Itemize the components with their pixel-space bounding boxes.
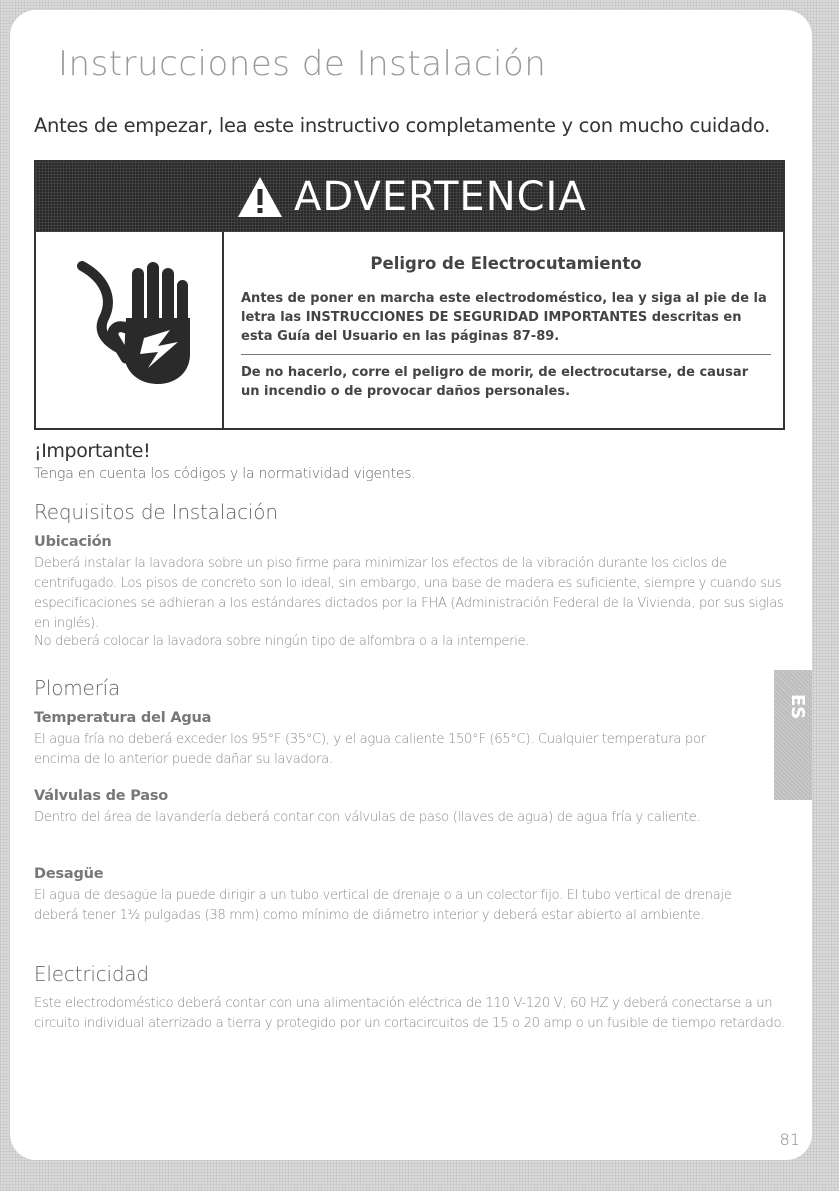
page-title: Instrucciones de Instalación — [58, 44, 547, 84]
manual-page — [10, 10, 812, 1160]
water-temperature-text: El agua fría no deberá exceder los 95°F (35°C), y el agua caliente 150°F (65°C). Cualquier temperatura por encima de lo anterior puede dañar su lavadora. — [34, 732, 706, 767]
important-text: Tenga en cuenta los códigos y la normatividad vigentes. — [34, 466, 416, 482]
electricity-text: Este electrodoméstico deberá contar con una alimentación eléctrica de 110 V-120 V, 60 HZ y deberá conectarse a un circuito individual aterrizado a tierra y protegido por un cortacircuitos de 15 o 20 amp o un fusible de tiempo retardado. — [34, 996, 785, 1031]
section-electricity: Electricidad — [34, 962, 149, 986]
section-installation-requirements: Requisitos de Instalación — [34, 500, 278, 524]
warning-paragraph: Antes de poner en marcha este electrodoméstico, lea y siga al pie de la letra las INSTRUCCIONES DE SEGURIDAD IMPORTANTES descritas en esta Guía del Usuario en las páginas 87-89. — [241, 291, 767, 344]
subsection-water-temperature: Temperatura del Agua — [34, 710, 212, 726]
subsection-shutoff-valves: Válvulas de Paso — [34, 788, 169, 804]
subsection-drain: Desagüe — [34, 866, 104, 882]
warning-banner — [36, 162, 783, 232]
section-plumbing: Plomería — [34, 676, 121, 700]
warning-separator — [241, 354, 771, 355]
intro-text: Antes de empezar, lea este instructivo completamente y con mucho cuidado. — [34, 114, 771, 137]
side-tab-label: ES — [787, 694, 808, 720]
warning-title: ADVERTENCIA — [294, 174, 587, 220]
subsection-location: Ubicación — [34, 534, 112, 550]
shutoff-valves-text: Dentro del área de lavandería deberá contar con válvulas de paso (llaves de agua) de agua fría y caliente. — [34, 810, 701, 825]
location-text-carpet: No deberá colocar la lavadora sobre ningún tipo de alfombra o a la intemperie. — [34, 634, 530, 649]
drain-text: El agua de desagüe la puede dirigir a un tubo vertical de drenaje o a un colector fijo. El tubo vertical de drenaje deberá tener 1½ pulgadas (38 mm) como mínimo de diámetro interior y deberá estar abierto al ambiente. — [34, 888, 732, 923]
warning-heading: Peligro de Electrocutamiento — [370, 254, 642, 273]
warning-box — [34, 160, 785, 430]
important-title: ¡Importante! — [34, 440, 151, 462]
location-text: Deberá instalar la lavadora sobre un piso firme para minimizar los efectos de la vibración durante los ciclos de centrifugado. Los pisos de concreto son lo ideal, sin embargo, una base de madera es suficiente, siempre y cuando sus especificaciones se adhieran a los estándares dictados por la FHA (Administración Federal de la Vivienda, por sus siglas en inglés). — [34, 556, 784, 631]
warning-divider — [222, 232, 224, 428]
electric-shock-hand-icon — [74, 258, 204, 388]
language-side-tab — [774, 670, 812, 800]
warning-triangle-icon — [236, 175, 284, 219]
warning-consequence: De no hacerlo, corre el peligro de morir, de electrocutarse, de causar un incendio o de provocar daños personales. — [241, 365, 749, 399]
warning-title-wrap — [236, 166, 587, 228]
warning-content — [241, 240, 771, 401]
page-number: 81 — [779, 1130, 800, 1149]
